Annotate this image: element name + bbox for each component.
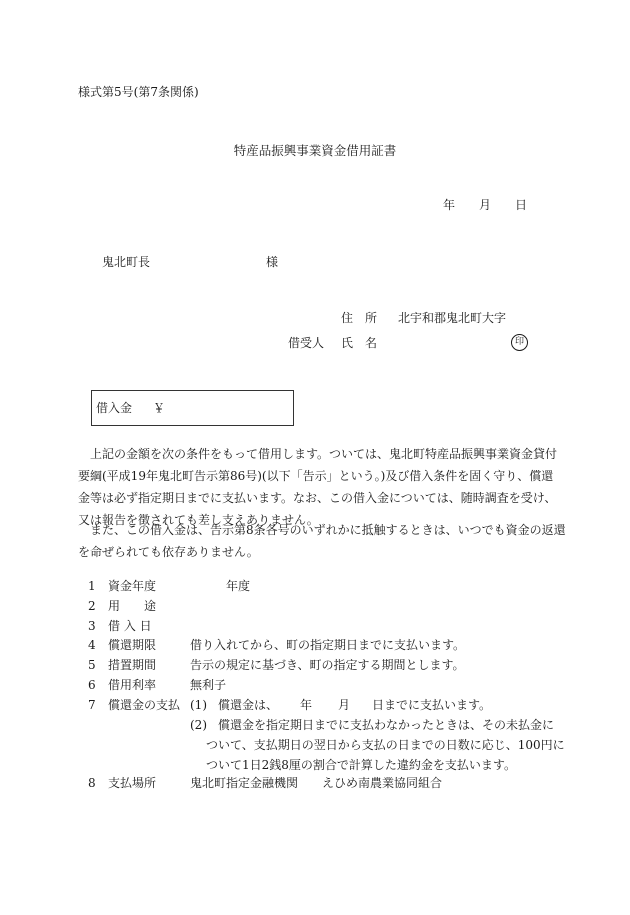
repayment-item-1-year: 年 — [300, 698, 313, 712]
repayment-item-1-day-text: 日までに支払います。 — [372, 698, 492, 712]
condition-value: 鬼北町指定金融機関 えひめ南農業協同組合 — [190, 776, 443, 790]
condition-number: 4 — [88, 638, 96, 652]
paragraph-1 — [78, 443, 556, 531]
condition-number: 8 — [88, 776, 96, 790]
condition-label: 資金年度 — [108, 579, 157, 593]
condition-value: 無利子 — [190, 678, 227, 692]
form-number: 様式第5号(第7条関係) — [78, 85, 199, 99]
address-label: 住 所 — [341, 311, 378, 325]
repayment-item-2-cont — [0, 739, 630, 759]
condition-label: 借用利率 — [108, 678, 157, 692]
condition-label: 支払場所 — [108, 776, 157, 790]
addressee-honorific: 様 — [266, 255, 279, 269]
condition-value: 年度 — [226, 579, 251, 593]
condition-number: 3 — [88, 619, 96, 633]
paragraph-1-line: 又は報告を徴されても差し支えありません。 — [78, 513, 319, 527]
amount-currency: ￥ — [153, 401, 166, 415]
condition-row — [0, 777, 630, 797]
condition-label: 償還期限 — [108, 638, 157, 652]
condition-row — [0, 580, 630, 600]
condition-number: 1 — [88, 579, 96, 593]
condition-number: 7 — [88, 698, 96, 712]
condition-row — [0, 699, 630, 719]
repayment-item-2-number: (2) — [190, 718, 207, 732]
date-day: 日 — [515, 198, 528, 212]
amount-label: 借入金 — [96, 401, 133, 415]
condition-label: 借 入 日 — [108, 619, 152, 633]
condition-number: 2 — [88, 599, 96, 613]
borrower-label: 借受人 — [288, 336, 325, 350]
repayment-item-1-month: 月 — [338, 698, 351, 712]
repayment-item-2-line: ついて1日2銭8厘の割合で計算した違約金を支払います。 — [206, 758, 516, 772]
condition-label: 償還金の支払 — [108, 698, 181, 712]
seal-mark: 印 — [511, 334, 528, 351]
repayment-item-1-number: (1) — [190, 698, 207, 712]
condition-row — [0, 600, 630, 620]
date-month: 月 — [479, 198, 492, 212]
date-line — [443, 199, 527, 211]
repayment-item-1-text: 償還金は、 — [218, 698, 279, 712]
address-value: 北宇和郡鬼北町大字 — [398, 311, 507, 325]
paragraph-1-line: 要綱(平成19年鬼北町告示第86号)(以下「告示」という。)及び借入条件を固く守り、償還 — [78, 469, 554, 483]
paragraph-1-line: 金等は必ず指定期日までに支払います。なお、この借入金については、随時調査を受け、 — [78, 491, 557, 505]
name-label: 氏 名 — [341, 336, 378, 350]
condition-number: 6 — [88, 678, 96, 692]
condition-row — [0, 679, 630, 699]
paragraph-2 — [78, 519, 566, 563]
repayment-item-2-line: 償還金を指定期日までに支払わなかったときは、その未払金に — [218, 718, 555, 732]
repayment-item-2-line: ついて、支払期日の翌日から支払の日までの日数に応じ、100円に — [206, 738, 565, 752]
condition-row — [0, 659, 630, 679]
condition-value: 告示の規定に基づき、町の指定する期間とします。 — [190, 658, 465, 672]
paragraph-2-line: また、この借入金は、告示第8条各号のいずれかに抵触するときは、いつでも資金の返還 — [78, 523, 566, 537]
condition-number: 5 — [88, 658, 96, 672]
repayment-item-2 — [0, 719, 630, 739]
condition-label: 用 途 — [108, 599, 157, 613]
addressee-name: 鬼北町長 — [102, 255, 151, 269]
date-year: 年 — [443, 198, 456, 212]
document-title: 特産品振興事業資金借用証書 — [233, 143, 397, 158]
condition-value: 借り入れてから、町の指定期日までに支払います。 — [190, 638, 466, 652]
paragraph-1-line: 上記の金額を次の条件をもって借用します。ついては、鬼北町特産品振興事業資金貸付 — [78, 447, 558, 461]
condition-row — [0, 620, 630, 640]
condition-row — [0, 639, 630, 659]
condition-label: 措置期間 — [108, 658, 157, 672]
paragraph-2-line: を命ぜられても依存ありません。 — [78, 545, 259, 559]
